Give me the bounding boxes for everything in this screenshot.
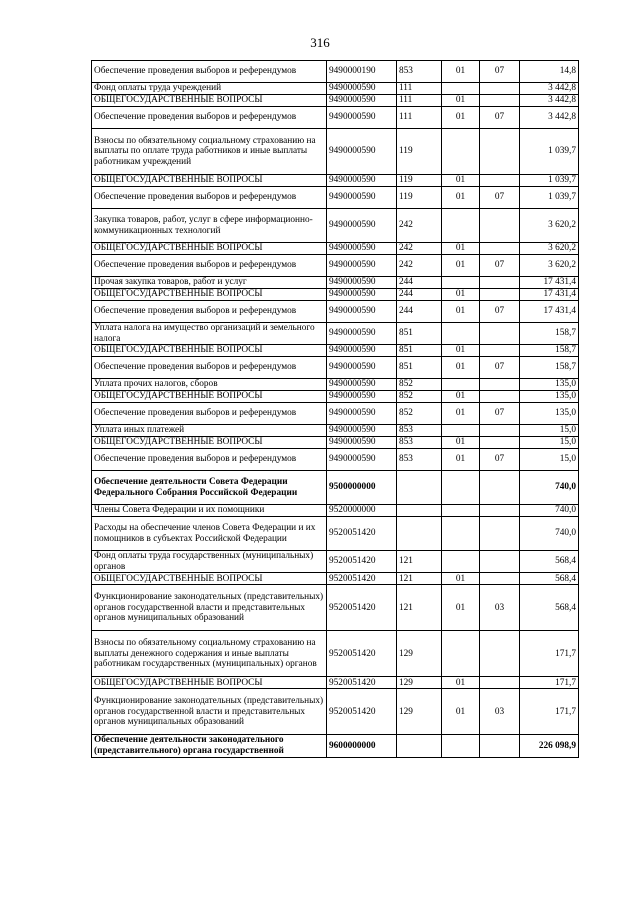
cell-vr: 111 bbox=[397, 107, 442, 129]
cell-rz: 01 bbox=[442, 585, 480, 631]
cell-sum: 15,0 bbox=[520, 425, 579, 437]
table-row bbox=[92, 551, 579, 573]
cell-name: Прочая закупка товаров, работ и услуг bbox=[92, 277, 327, 289]
cell-pr bbox=[480, 551, 520, 573]
budget-table-body bbox=[92, 61, 579, 758]
table-row bbox=[92, 677, 579, 689]
cell-vr: 851 bbox=[397, 357, 442, 379]
cell-name: Обеспечение проведения выборов и референдумов bbox=[92, 449, 327, 471]
cell-name: Фонд оплаты труда государственных (муниципальных) органов bbox=[92, 551, 327, 573]
cell-code: 9520051420 bbox=[327, 551, 397, 573]
cell-rz: 01 bbox=[442, 403, 480, 425]
cell-sum: 158,7 bbox=[520, 345, 579, 357]
cell-sum: 15,0 bbox=[520, 437, 579, 449]
cell-sum: 568,4 bbox=[520, 585, 579, 631]
table-row bbox=[92, 187, 579, 209]
cell-sum: 135,0 bbox=[520, 391, 579, 403]
table-row bbox=[92, 735, 579, 757]
cell-sum: 3 620,2 bbox=[520, 243, 579, 255]
table-row bbox=[92, 83, 579, 95]
cell-code: 9520051420 bbox=[327, 517, 397, 551]
cell-rz: 01 bbox=[442, 357, 480, 379]
table-row bbox=[92, 379, 579, 391]
cell-pr bbox=[480, 505, 520, 517]
cell-code: 9490000590 bbox=[327, 301, 397, 323]
page-number: 316 bbox=[310, 35, 330, 50]
cell-code: 9490000590 bbox=[327, 403, 397, 425]
cell-rz bbox=[442, 209, 480, 243]
cell-code: 9490000590 bbox=[327, 379, 397, 391]
cell-sum: 171,7 bbox=[520, 689, 579, 735]
cell-pr bbox=[480, 517, 520, 551]
cell-name: Обеспечение проведения выборов и референдумов bbox=[92, 255, 327, 277]
table-row bbox=[92, 449, 579, 471]
cell-rz bbox=[442, 323, 480, 345]
cell-pr bbox=[480, 175, 520, 187]
cell-rz: 01 bbox=[442, 677, 480, 689]
cell-pr bbox=[480, 379, 520, 391]
table-row bbox=[92, 585, 579, 631]
cell-sum: 135,0 bbox=[520, 379, 579, 391]
cell-code: 9490000590 bbox=[327, 129, 397, 175]
table-row bbox=[92, 425, 579, 437]
cell-sum: 740,0 bbox=[520, 505, 579, 517]
cell-pr: 07 bbox=[480, 187, 520, 209]
cell-sum: 740,0 bbox=[520, 517, 579, 551]
cell-vr: 852 bbox=[397, 403, 442, 425]
cell-vr: 244 bbox=[397, 277, 442, 289]
cell-code: 9490000590 bbox=[327, 175, 397, 187]
cell-vr: 853 bbox=[397, 425, 442, 437]
cell-sum: 3 620,2 bbox=[520, 209, 579, 243]
table-row bbox=[92, 517, 579, 551]
cell-pr: 07 bbox=[480, 357, 520, 379]
cell-name: Уплата иных платежей bbox=[92, 425, 327, 437]
cell-sum: 3 442,8 bbox=[520, 95, 579, 107]
cell-vr: 853 bbox=[397, 437, 442, 449]
cell-code: 9490000590 bbox=[327, 255, 397, 277]
cell-name: ОБЩЕГОСУДАРСТВЕННЫЕ ВОПРОСЫ bbox=[92, 243, 327, 255]
cell-pr: 07 bbox=[480, 61, 520, 83]
cell-pr: 07 bbox=[480, 403, 520, 425]
cell-name: Функционирование законодательных (представительных) органов государственной власти и представительных органов муниципальных образований bbox=[92, 689, 327, 735]
cell-sum: 568,4 bbox=[520, 551, 579, 573]
table-row bbox=[92, 689, 579, 735]
cell-sum: 3 442,8 bbox=[520, 83, 579, 95]
cell-name: Уплата прочих налогов, сборов bbox=[92, 379, 327, 391]
cell-code: 9490000590 bbox=[327, 449, 397, 471]
cell-pr: 07 bbox=[480, 301, 520, 323]
cell-name: ОБЩЕГОСУДАРСТВЕННЫЕ ВОПРОСЫ bbox=[92, 391, 327, 403]
cell-pr bbox=[480, 83, 520, 95]
cell-code: 9500000000 bbox=[327, 471, 397, 505]
cell-vr: 121 bbox=[397, 573, 442, 585]
cell-sum: 3 442,8 bbox=[520, 107, 579, 129]
cell-name: Расходы на обеспечение членов Совета Федерации и их помощников в субъектах Российской Федерации bbox=[92, 517, 327, 551]
cell-rz: 01 bbox=[442, 345, 480, 357]
cell-name: Взносы по обязательному социальному страхованию на выплаты денежного содержания и иные выплаты работникам государственных (муниципальных) органов bbox=[92, 631, 327, 677]
cell-vr: 852 bbox=[397, 379, 442, 391]
cell-code: 9490000590 bbox=[327, 289, 397, 301]
cell-vr: 121 bbox=[397, 585, 442, 631]
cell-sum: 158,7 bbox=[520, 323, 579, 345]
cell-rz: 01 bbox=[442, 289, 480, 301]
cell-name: Фонд оплаты труда учреждений bbox=[92, 83, 327, 95]
cell-rz bbox=[442, 551, 480, 573]
cell-rz: 01 bbox=[442, 437, 480, 449]
cell-sum: 17 431,4 bbox=[520, 277, 579, 289]
cell-code: 9600000000 bbox=[327, 735, 397, 757]
cell-code: 9490000590 bbox=[327, 425, 397, 437]
cell-pr bbox=[480, 209, 520, 243]
cell-sum: 226 098,9 bbox=[520, 735, 579, 757]
cell-pr bbox=[480, 677, 520, 689]
cell-vr: 119 bbox=[397, 129, 442, 175]
cell-pr bbox=[480, 243, 520, 255]
cell-code: 9490000590 bbox=[327, 357, 397, 379]
cell-name: Обеспечение проведения выборов и референдумов bbox=[92, 301, 327, 323]
cell-code: 9490000590 bbox=[327, 83, 397, 95]
cell-name: Функционирование законодательных (представительных) органов государственной власти и представительных органов муниципальных образований bbox=[92, 585, 327, 631]
cell-code: 9490000590 bbox=[327, 107, 397, 129]
cell-name: ОБЩЕГОСУДАРСТВЕННЫЕ ВОПРОСЫ bbox=[92, 677, 327, 689]
cell-code: 9520051420 bbox=[327, 585, 397, 631]
table-row bbox=[92, 345, 579, 357]
cell-name: Взносы по обязательному социальному страхованию на выплаты по оплате труда работников и иные выплаты работникам учреждений bbox=[92, 129, 327, 175]
cell-pr bbox=[480, 425, 520, 437]
cell-pr bbox=[480, 95, 520, 107]
cell-rz bbox=[442, 129, 480, 175]
cell-sum: 17 431,4 bbox=[520, 301, 579, 323]
table-row bbox=[92, 471, 579, 505]
cell-vr: 851 bbox=[397, 323, 442, 345]
table-row bbox=[92, 437, 579, 449]
cell-vr bbox=[397, 505, 442, 517]
cell-rz bbox=[442, 83, 480, 95]
cell-pr: 03 bbox=[480, 689, 520, 735]
cell-name: Обеспечение проведения выборов и референдумов bbox=[92, 357, 327, 379]
cell-rz bbox=[442, 471, 480, 505]
table-row bbox=[92, 107, 579, 129]
cell-code: 9490000590 bbox=[327, 187, 397, 209]
table-row bbox=[92, 403, 579, 425]
cell-name: Обеспечение деятельности законодательного (представительного) органа государственной bbox=[92, 735, 327, 757]
table-row bbox=[92, 255, 579, 277]
cell-vr: 129 bbox=[397, 677, 442, 689]
cell-name: Обеспечение проведения выборов и референдумов bbox=[92, 403, 327, 425]
cell-pr bbox=[480, 289, 520, 301]
cell-vr: 119 bbox=[397, 175, 442, 187]
cell-name: Обеспечение деятельности Совета Федерации Федерального Собрания Российской Федерации bbox=[92, 471, 327, 505]
cell-vr: 244 bbox=[397, 301, 442, 323]
cell-vr: 853 bbox=[397, 61, 442, 83]
cell-rz: 01 bbox=[442, 689, 480, 735]
cell-code: 9490000590 bbox=[327, 345, 397, 357]
cell-rz: 01 bbox=[442, 187, 480, 209]
table-row bbox=[92, 289, 579, 301]
cell-vr: 129 bbox=[397, 689, 442, 735]
cell-vr: 852 bbox=[397, 391, 442, 403]
cell-rz: 01 bbox=[442, 243, 480, 255]
cell-vr: 851 bbox=[397, 345, 442, 357]
cell-pr: 07 bbox=[480, 255, 520, 277]
cell-code: 9490000590 bbox=[327, 95, 397, 107]
cell-name: ОБЩЕГОСУДАРСТВЕННЫЕ ВОПРОСЫ bbox=[92, 175, 327, 187]
cell-sum: 171,7 bbox=[520, 631, 579, 677]
cell-pr bbox=[480, 437, 520, 449]
cell-pr: 07 bbox=[480, 107, 520, 129]
cell-vr: 242 bbox=[397, 243, 442, 255]
cell-sum: 1 039,7 bbox=[520, 187, 579, 209]
cell-rz: 01 bbox=[442, 255, 480, 277]
cell-rz: 01 bbox=[442, 61, 480, 83]
cell-rz bbox=[442, 425, 480, 437]
cell-name: ОБЩЕГОСУДАРСТВЕННЫЕ ВОПРОСЫ bbox=[92, 289, 327, 301]
cell-rz: 01 bbox=[442, 573, 480, 585]
table-row bbox=[92, 129, 579, 175]
table-row bbox=[92, 209, 579, 243]
cell-name: Члены Совета Федерации и их помощники bbox=[92, 505, 327, 517]
cell-vr: 242 bbox=[397, 209, 442, 243]
cell-pr bbox=[480, 631, 520, 677]
table-row bbox=[92, 357, 579, 379]
cell-name: ОБЩЕГОСУДАРСТВЕННЫЕ ВОПРОСЫ bbox=[92, 437, 327, 449]
cell-pr: 03 bbox=[480, 585, 520, 631]
cell-code: 9490000190 bbox=[327, 61, 397, 83]
cell-pr bbox=[480, 345, 520, 357]
cell-name: Уплата налога на имущество организаций и земельного налога bbox=[92, 323, 327, 345]
cell-rz bbox=[442, 277, 480, 289]
cell-sum: 135,0 bbox=[520, 403, 579, 425]
cell-code: 9490000590 bbox=[327, 391, 397, 403]
cell-code: 9490000590 bbox=[327, 243, 397, 255]
cell-pr bbox=[480, 323, 520, 345]
cell-vr: 244 bbox=[397, 289, 442, 301]
cell-rz: 01 bbox=[442, 391, 480, 403]
cell-vr: 242 bbox=[397, 255, 442, 277]
table-row bbox=[92, 277, 579, 289]
cell-vr: 119 bbox=[397, 187, 442, 209]
table-row bbox=[92, 243, 579, 255]
cell-pr bbox=[480, 735, 520, 757]
budget-table bbox=[91, 60, 579, 758]
cell-sum: 568,4 bbox=[520, 573, 579, 585]
cell-name: ОБЩЕГОСУДАРСТВЕННЫЕ ВОПРОСЫ bbox=[92, 573, 327, 585]
cell-vr: 853 bbox=[397, 449, 442, 471]
cell-sum: 1 039,7 bbox=[520, 175, 579, 187]
cell-vr: 111 bbox=[397, 83, 442, 95]
cell-vr bbox=[397, 471, 442, 505]
cell-code: 9490000590 bbox=[327, 277, 397, 289]
cell-code: 9490000590 bbox=[327, 209, 397, 243]
cell-sum: 1 039,7 bbox=[520, 129, 579, 175]
table-row bbox=[92, 95, 579, 107]
cell-rz: 01 bbox=[442, 95, 480, 107]
cell-pr bbox=[480, 573, 520, 585]
cell-sum: 3 620,2 bbox=[520, 255, 579, 277]
cell-code: 9520051420 bbox=[327, 573, 397, 585]
cell-rz bbox=[442, 505, 480, 517]
cell-pr bbox=[480, 471, 520, 505]
cell-rz: 01 bbox=[442, 175, 480, 187]
cell-rz bbox=[442, 631, 480, 677]
cell-rz: 01 bbox=[442, 449, 480, 471]
cell-vr bbox=[397, 735, 442, 757]
cell-rz bbox=[442, 735, 480, 757]
cell-sum: 740,0 bbox=[520, 471, 579, 505]
table-row bbox=[92, 631, 579, 677]
cell-code: 9520051420 bbox=[327, 677, 397, 689]
cell-code: 9520051420 bbox=[327, 689, 397, 735]
table-row bbox=[92, 391, 579, 403]
table-row bbox=[92, 301, 579, 323]
cell-pr bbox=[480, 391, 520, 403]
cell-name: Обеспечение проведения выборов и референдумов bbox=[92, 107, 327, 129]
cell-sum: 158,7 bbox=[520, 357, 579, 379]
cell-name: ОБЩЕГОСУДАРСТВЕННЫЕ ВОПРОСЫ bbox=[92, 345, 327, 357]
table-row bbox=[92, 61, 579, 83]
cell-sum: 171,7 bbox=[520, 677, 579, 689]
cell-code: 9520000000 bbox=[327, 505, 397, 517]
cell-name: Обеспечение проведения выборов и референдумов bbox=[92, 61, 327, 83]
table-row bbox=[92, 573, 579, 585]
cell-rz: 01 bbox=[442, 301, 480, 323]
cell-pr: 07 bbox=[480, 449, 520, 471]
cell-rz bbox=[442, 379, 480, 391]
cell-name: ОБЩЕГОСУДАРСТВЕННЫЕ ВОПРОСЫ bbox=[92, 95, 327, 107]
cell-sum: 14,8 bbox=[520, 61, 579, 83]
cell-code: 9520051420 bbox=[327, 631, 397, 677]
cell-sum: 15,0 bbox=[520, 449, 579, 471]
cell-pr bbox=[480, 277, 520, 289]
cell-rz bbox=[442, 517, 480, 551]
cell-rz: 01 bbox=[442, 107, 480, 129]
cell-vr: 129 bbox=[397, 631, 442, 677]
cell-name: Обеспечение проведения выборов и референдумов bbox=[92, 187, 327, 209]
cell-name: Закупка товаров, работ, услуг в сфере информационно-коммуникационных технологий bbox=[92, 209, 327, 243]
cell-code: 9490000590 bbox=[327, 323, 397, 345]
table-row bbox=[92, 323, 579, 345]
cell-code: 9490000590 bbox=[327, 437, 397, 449]
table-row bbox=[92, 505, 579, 517]
table-row bbox=[92, 175, 579, 187]
cell-vr: 111 bbox=[397, 95, 442, 107]
cell-vr: 121 bbox=[397, 551, 442, 573]
cell-vr bbox=[397, 517, 442, 551]
cell-sum: 17 431,4 bbox=[520, 289, 579, 301]
cell-pr bbox=[480, 129, 520, 175]
